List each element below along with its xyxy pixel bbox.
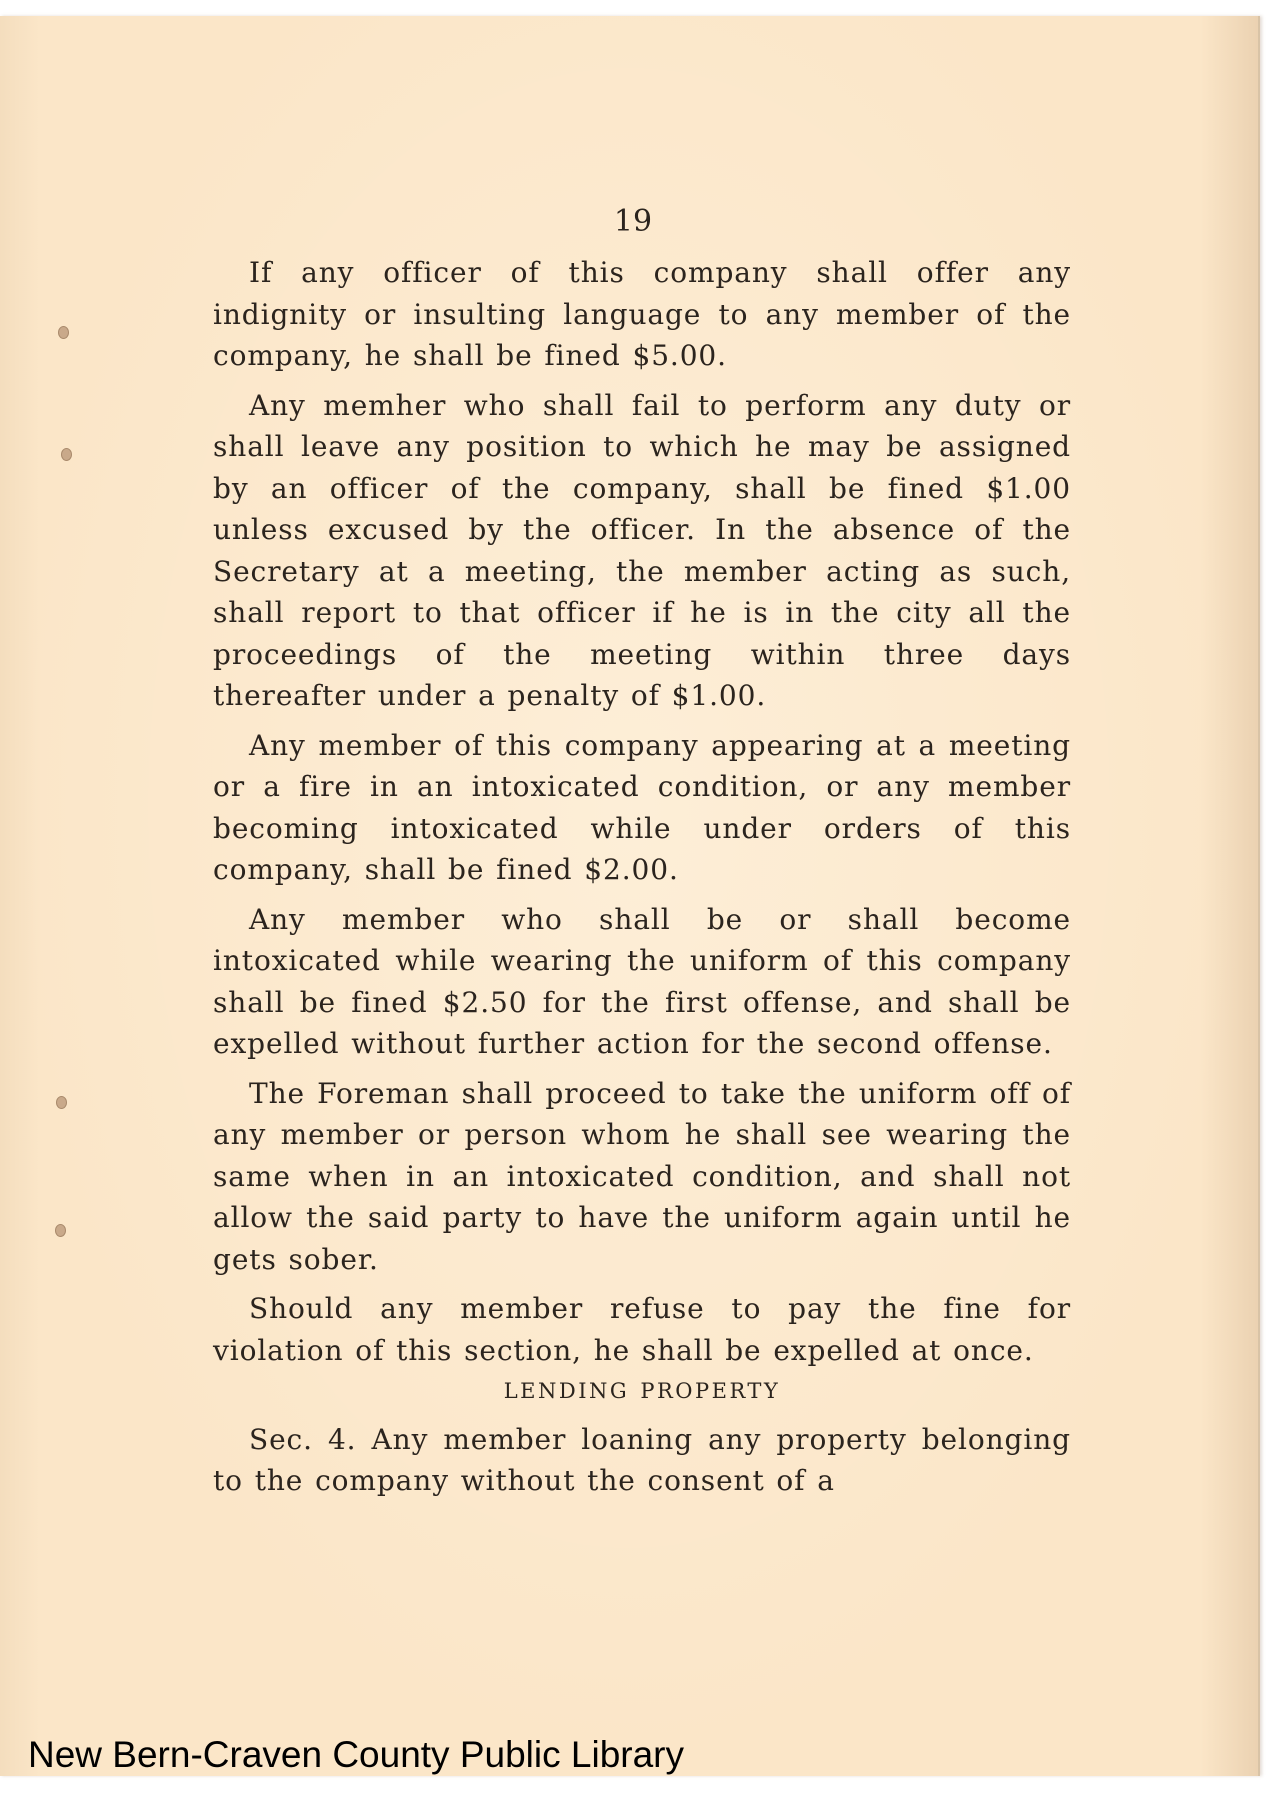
paragraph: Any member who shall be or shall become intoxicated while wearing the uniform of this company shall be fined $2.50 for the first offense, and shall be expelled without further action for the second offense. [213,902,1071,1060]
binding-hole [61,448,72,461]
paragraph: Any memher who shall fail to perform any duty or shall leave any position to which he may be assigned by an officer of the company, shall be fined $1.00 unless excused by the officer. In the absence of the Secretary at a meeting, the member acting as such, shall report to that officer if he is in the city all the proceedings of the meeting within three days thereafter under a penalty of $1.00. [213,388,1071,712]
binding-hole [55,1224,66,1237]
paragraph: If any officer of this company shall offer any indignity or insulting language to any member of the company, he shall be fined $5.00. [213,256,1071,372]
page-number: 19 [613,204,653,239]
paragraph: The Foreman shall proceed to take the uniform off of any member or person whom he shall see wearing the same when in an intoxicated condition, and shall not allow the said party to have the uniform again until he gets sober. [213,1076,1071,1276]
binding-hole [58,326,69,339]
paragraph: Should any member refuse to pay the fine for violation of this section, he shall be expelled at once. [213,1292,1071,1367]
binding-hole [56,1096,67,1109]
section-heading: LENDING PROPERTY [503,1379,781,1403]
section-paragraph: Sec. 4. Any member loaning any property belonging to the company without the consent of a [213,1422,1071,1497]
library-watermark: New Bern-Craven County Public Library [28,1734,684,1775]
body-text [213,252,1071,1510]
paragraph: Any member of this company appearing at a meeting or a fire in an intoxicated condition, or any member becoming intoxicated while under orders of this company, shall be fined $2.00. [213,728,1071,886]
